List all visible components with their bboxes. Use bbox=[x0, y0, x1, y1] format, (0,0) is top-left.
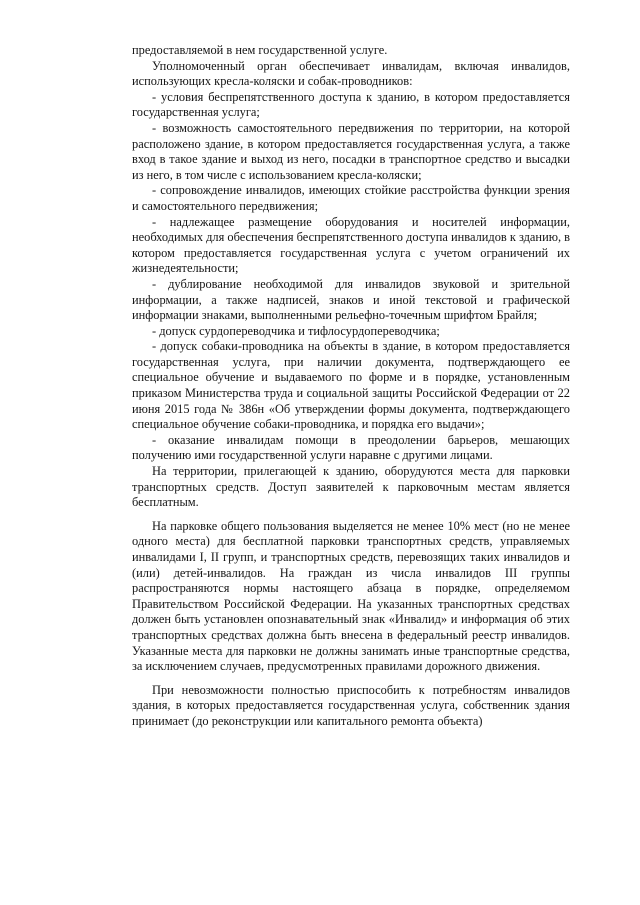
list-item-accompaniment: - сопровождение инвалидов, имеющих стойкие расстройства функции зрения и самостоятельного передвижения; bbox=[132, 183, 570, 213]
list-item-guide-dog-admission: - допуск собаки-проводника на объекты в здание, в котором предоставляется государственная услуга, при наличии документа, подтверждающего ее специальное обучение и выдаваемого по форме и в порядке, установленным приказом Министерства труда и социальной защиты Российской Федерации от 22 июня 2015 года № 386н «Об утверждении формы документа, подтверждающего специальное обучение собаки-проводника, и порядка его выдачи»; bbox=[132, 339, 570, 432]
list-item-assistance: - оказание инвалидам помощи в преодолении барьеров, мешающих получению ими государственной услуги наравне с другими лицами. bbox=[132, 432, 570, 463]
paragraph-parking-allocation: На парковке общего пользования выделяется не менее 10% мест (но не менее одного места) для бесплатной парковки транспортных средств, управляемых инвалидами I, II групп, и транспортных средств, перевозящих таких инвалидов и (или) детей-инвалидов. На граждан из числа инвалидов III группы распространяются нормы настоящего абзаца в порядке, определяемом Правительством Российской Федерации. На указанных транспортных средствах должен быть установлен опознавательный знак «Инвалид» и информация об этих транспортных средствах должна быть внесена в федеральный реестр инвалидов. Указанные места для парковки не должны занимать иные транспортные средства, за исключением случаев, предусмотренных правилами дорожного движения. bbox=[132, 518, 570, 674]
list-item-movement: - возможность самостоятельного передвижения по территории, на которой расположено здание, в котором предоставляется государственная услуга, а также вход в такое здание и выход из него, посадки в транспортное средство и высадки из него, в том числе с использованием кресла-коляски; bbox=[132, 120, 570, 182]
list-item-equipment-placement: - надлежащее размещение оборудования и носителей информации, необходимых для обеспечения беспрепятственного доступа инвалидов к зданию, в котором предоставляется государственная услуга с учетом ограничений их жизнедеятельности; bbox=[132, 214, 570, 276]
paragraph-continuation: предоставляемой в нем государственной услуге. bbox=[132, 43, 388, 57]
list-item-access-conditions: - условия беспрепятственного доступа к зданию, в котором предоставляется государственная услуга; bbox=[132, 89, 570, 120]
document-body bbox=[132, 43, 570, 730]
list-item-braille-duplication: - дублирование необходимой для инвалидов звуковой и зрительной информации, а также надписей, знаков и иной текстовой и графической информации знаками, выполненными рельефно-точечным шрифтом Брайля; bbox=[132, 276, 570, 323]
paragraph-building-adaptation: При невозможности полностью приспособить к потребностям инвалидов здания, в которых предоставляется государственная услуга, собственник здания принимает (до реконструкции или капитального ремонта объекта) bbox=[132, 682, 570, 728]
paragraph-intro: Уполномоченный орган обеспечивает инвалидам, включая инвалидов, использующих кресла-коляски и собак-проводников: bbox=[132, 58, 570, 89]
list-item-interpreter-admission: - допуск сурдопереводчика и тифлосурдопереводчика; bbox=[152, 323, 440, 338]
paragraph-parking-area: На территории, прилегающей к зданию, оборудуются места для парковки транспортных средств. Доступ заявителей к парковочным местам является бесплатным. bbox=[132, 464, 570, 510]
